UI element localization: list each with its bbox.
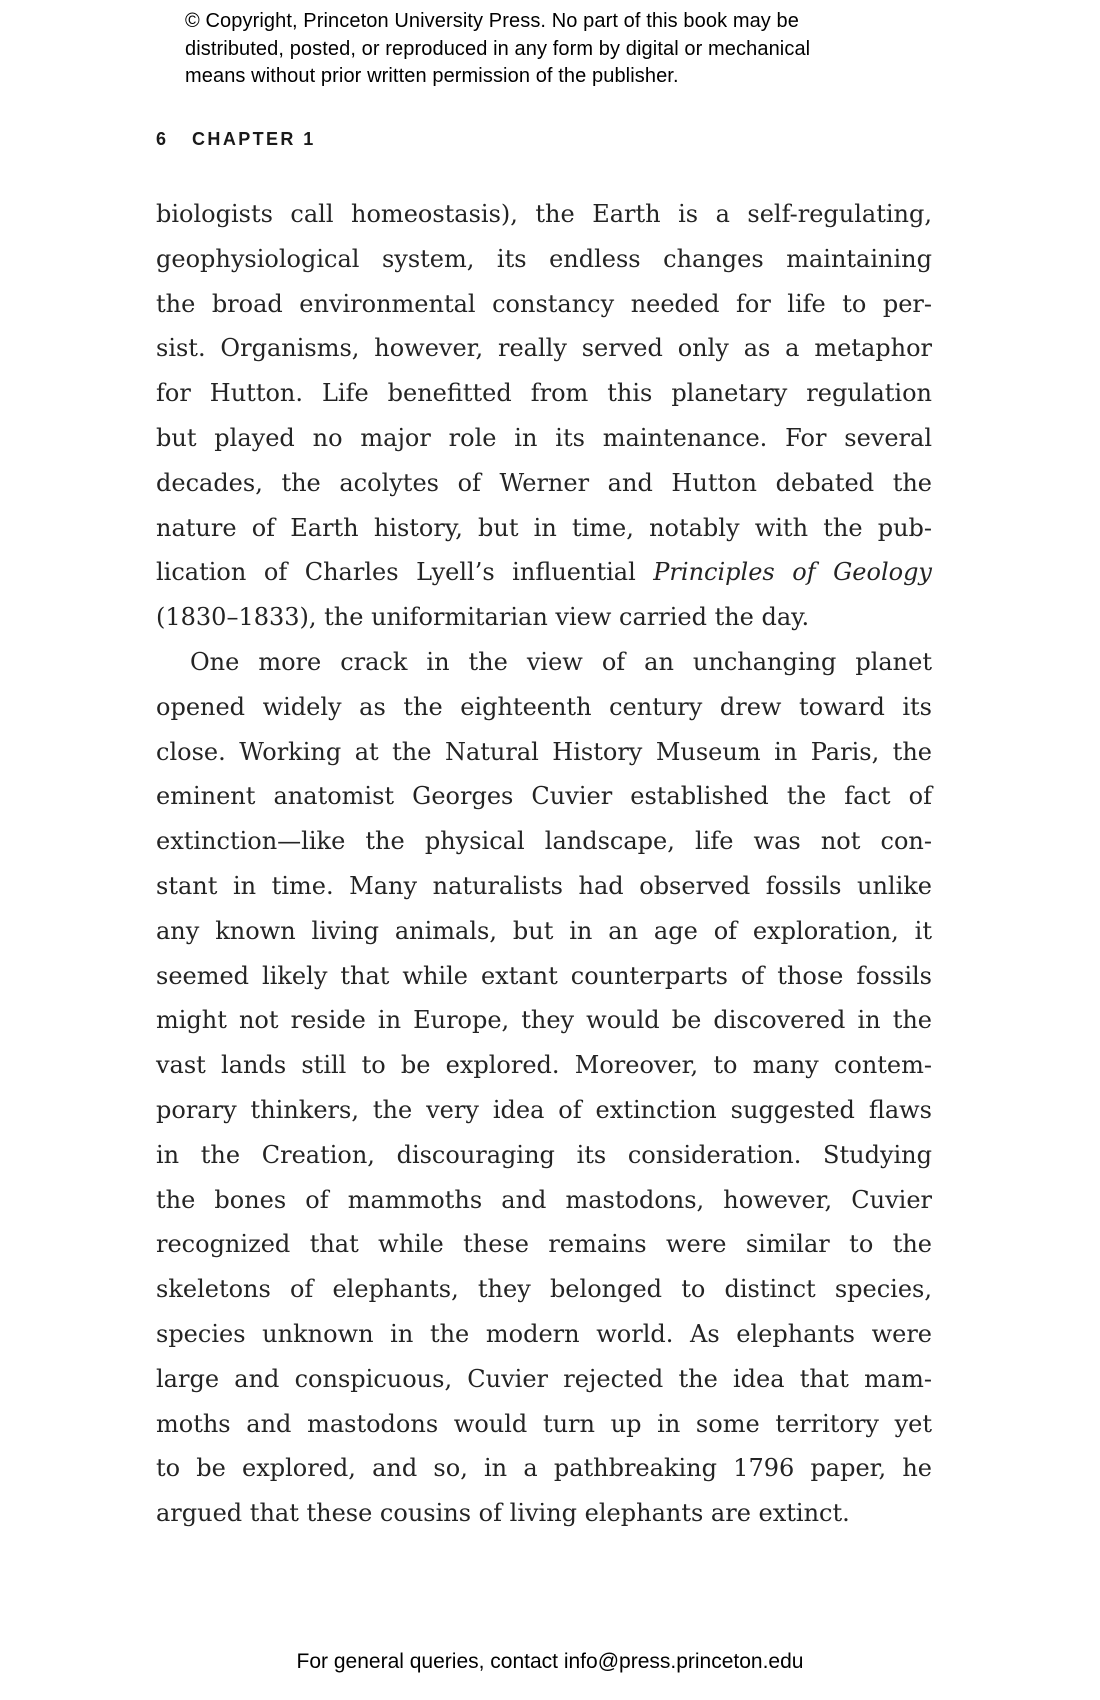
text-line: the broad environmental constancy needed for life to per-: [156, 289, 932, 318]
text-line: decades, the acolytes of Werner and Hutton debated the: [156, 468, 932, 497]
text-line: the bones of mammoths and mastodons, however, Cuvier: [156, 1185, 932, 1214]
text-line: but played no major role in its maintenance. For several: [156, 423, 932, 452]
text-line: sist. Organisms, however, really served only as a metaphor: [156, 334, 932, 363]
text-line: might not reside in Europe, they would be discovered in the: [156, 1006, 932, 1035]
text-line: stant in time. Many naturalists had observed fossils unlike: [156, 871, 932, 900]
chapter-label: CHAPTER 1: [192, 129, 316, 149]
footer-contact: For general queries, contact info@press.princeton.edu: [296, 1650, 804, 1673]
body-text: [156, 192, 932, 1536]
text-line: extinction—like the physical landscape, life was not con-: [156, 827, 932, 856]
text-line: skeletons of elephants, they belonged to distinct species,: [156, 1275, 932, 1304]
text-line: in the Creation, discouraging its consideration. Studying: [156, 1140, 932, 1169]
text-line: any known living animals, but in an age of exploration, it: [156, 916, 932, 945]
paragraph: [156, 192, 932, 640]
text-line: large and conspicuous, Cuvier rejected the idea that mam-: [156, 1364, 932, 1393]
copyright-line: distributed, posted, or reproduced in any form by digital or mechanical: [185, 37, 811, 60]
page-number: 6: [156, 129, 167, 149]
text-line: biologists call homeostasis), the Earth is a self-regulating,: [156, 200, 932, 228]
text-line: One more crack in the view of an unchanging planet: [190, 647, 932, 676]
text-line: close. Working at the Natural History Museum in Paris, the: [156, 737, 932, 766]
text-line: eminent anatomist Georges Cuvier established the fact of: [156, 782, 932, 811]
text-line: moths and mastodons would turn up in some territory yet: [156, 1409, 932, 1438]
page-header: [156, 129, 316, 150]
text-line: porary thinkers, the very idea of extinction suggested flaws: [156, 1095, 932, 1124]
text-line: recognized that while these remains were similar to the: [156, 1230, 932, 1259]
copyright-line: means without prior written permission of the publisher.: [185, 65, 679, 87]
italic-book-title: Principles of Geology: [653, 558, 932, 587]
text-line: opened widely as the eighteenth century drew toward its: [156, 692, 932, 721]
text-line: geophysiological system, its endless changes maintaining: [156, 244, 932, 273]
text-line: lication of Charles Lyell’s influential Principles of Geology: [156, 558, 932, 587]
text-line: nature of Earth history, but in time, notably with the pub-: [156, 513, 932, 542]
paragraph: [156, 640, 932, 1536]
text-line: species unknown in the modern world. As elephants were: [156, 1319, 932, 1348]
text-line: seemed likely that while extant counterparts of those fossils: [156, 961, 932, 990]
text-line: argued that these cousins of living elephants are extinct.: [156, 1499, 850, 1528]
copyright-notice: [185, 8, 810, 91]
text-line: for Hutton. Life benefitted from this planetary regulation: [156, 379, 932, 408]
text-line: vast lands still to be explored. Moreover, to many contem-: [156, 1051, 932, 1080]
text-line: to be explored, and so, in a pathbreaking 1796 paper, he: [156, 1454, 932, 1483]
text-line: (1830–1833), the uniformitarian view carried the day.: [156, 603, 810, 632]
copyright-line: © Copyright, Princeton University Press. No part of this book may be: [185, 10, 800, 32]
